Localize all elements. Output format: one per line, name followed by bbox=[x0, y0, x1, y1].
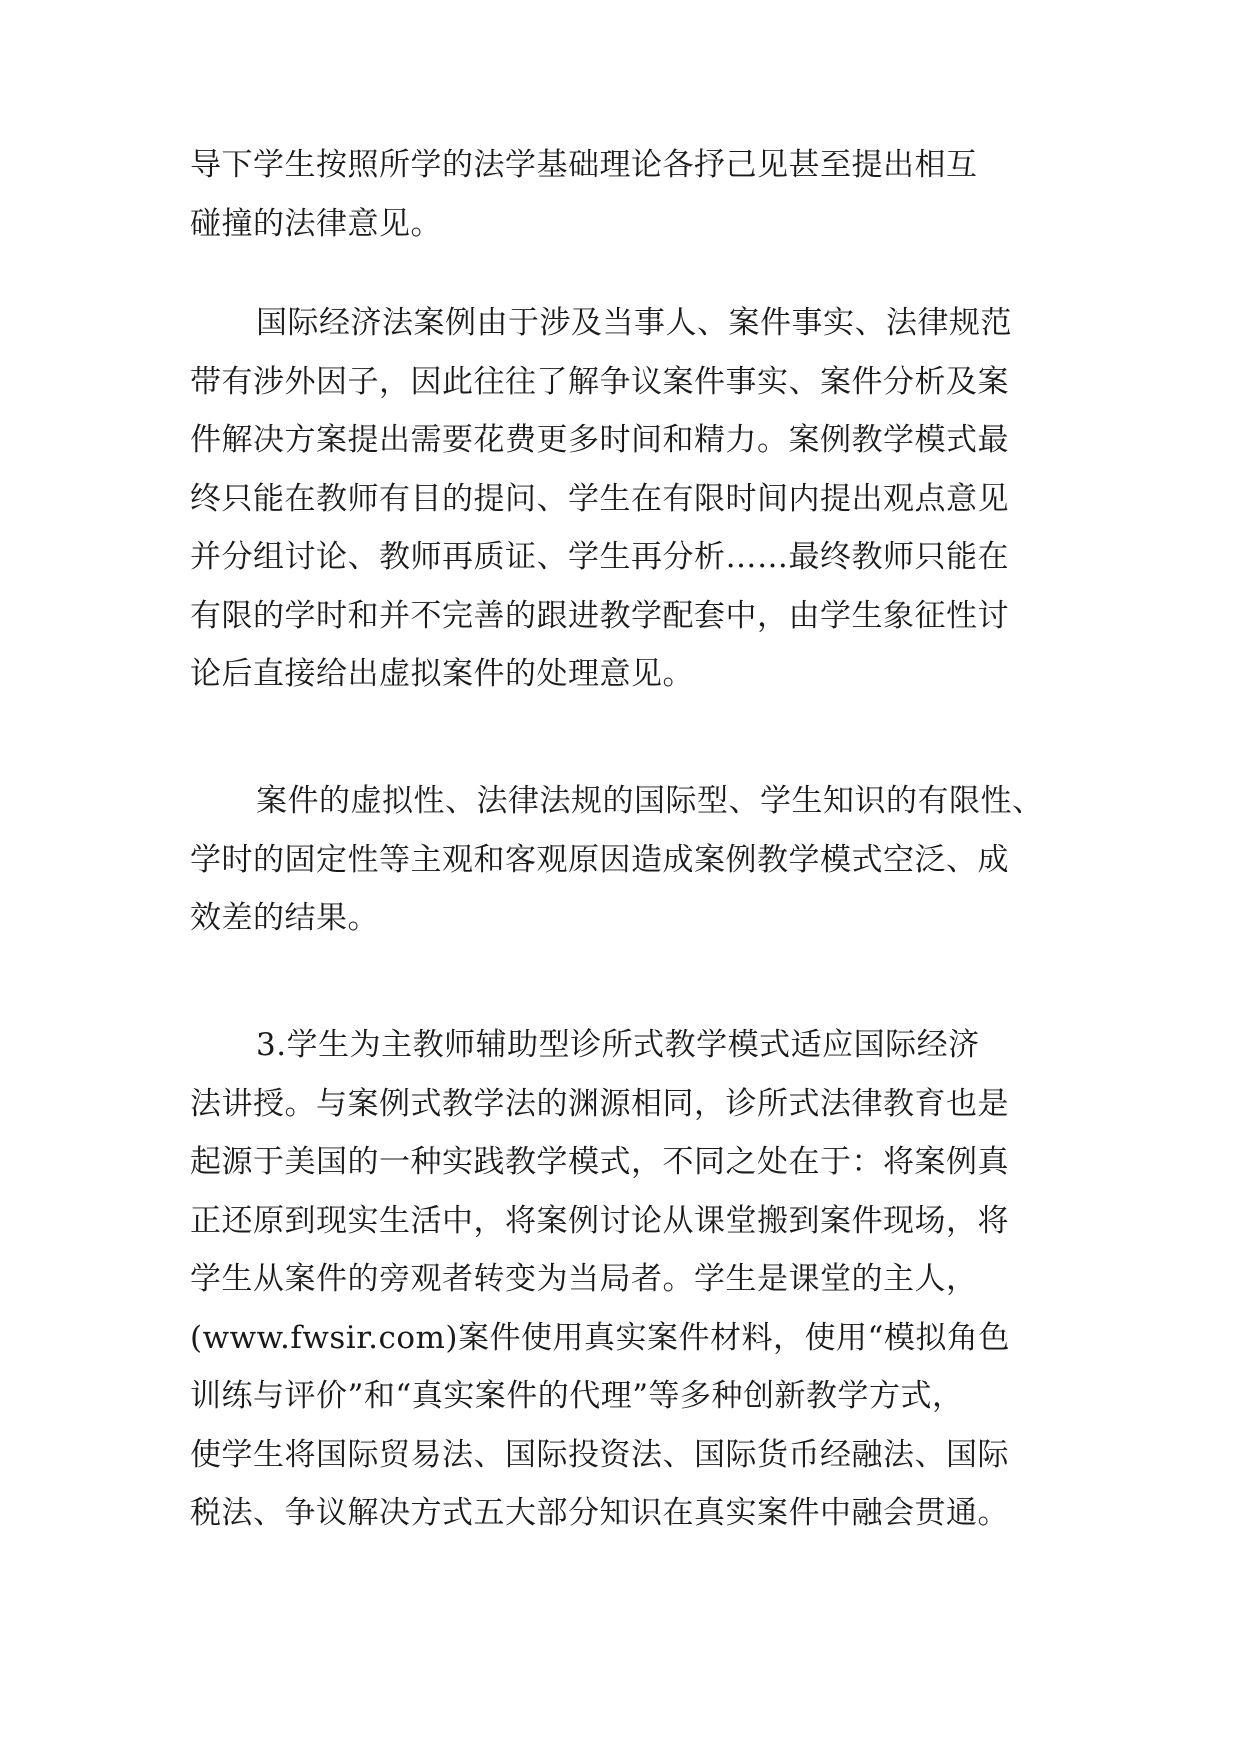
paragraph-line: 学生从案件的旁观者转变为当局者。学生是课堂的主人， bbox=[190, 1261, 978, 1297]
paragraph-line: 并分组讨论、教师再质证、学生再分析……最终教师只能在 bbox=[190, 539, 1009, 575]
paragraph-line: (www.fwsir.com)案件使用真实案件材料，使用“模拟角色 bbox=[190, 1319, 1010, 1356]
paragraph-line: 国际经济法案例由于涉及当事人、案件事实、法律规范 bbox=[256, 305, 1012, 341]
paragraph-line: 起源于美国的一种实践教学模式，不同之处在于：将案例真 bbox=[190, 1144, 1009, 1180]
paragraph-line: 正还原到现实生活中，将案例讨论从课堂搬到案件现场，将 bbox=[190, 1202, 1009, 1239]
paragraph-1 bbox=[190, 136, 1050, 253]
paragraph-line: 训练与评价”和“真实案件的代理”等多种创新教学方式， bbox=[190, 1378, 964, 1414]
paragraph-line: 导下学生按照所学的法学基础理论各抒己见甚至提出相互 bbox=[190, 147, 978, 183]
paragraph-line: 使学生将国际贸易法、国际投资法、国际货币经融法、国际 bbox=[190, 1436, 1009, 1473]
paragraph-line: 学时的固定性等主观和客观原因造成案例教学模式空泛、成 bbox=[190, 841, 1009, 878]
paragraph-line: 效差的结果。 bbox=[190, 900, 379, 936]
paragraph-line: 税法、争议解决方式五大部分知识在真实案件中融会贯通。 bbox=[190, 1495, 1009, 1531]
paragraph-line: 件解决方案提出需要花费更多时间和精力。案例教学模式最 bbox=[190, 422, 1009, 458]
paragraph-line: 案件的虚拟性、法律法规的国际型、学生知识的有限性、 bbox=[256, 783, 1044, 819]
paragraph-line: 带有涉外因子，因此往往了解争议案件事实、案件分析及案 bbox=[190, 363, 1009, 400]
paragraph-line: 终只能在教师有目的提问、学生在有限时间内提出观点意见 bbox=[190, 480, 1009, 517]
paragraph-2 bbox=[190, 294, 1050, 704]
paragraph-line: 3.学生为主教师辅助型诊所式教学模式适应国际经济 bbox=[256, 1027, 980, 1063]
paragraph-line: 法讲授。与案例式教学法的渊源相同，诊所式法律教育也是 bbox=[190, 1085, 1009, 1122]
paragraph-line: 有限的学时和并不完善的跟进教学配套中，由学生象征性讨 bbox=[190, 597, 1009, 634]
paragraph-line: 碰撞的法律意见。 bbox=[190, 205, 442, 242]
paragraph-line: 论后直接给出虚拟案件的处理意见。 bbox=[190, 656, 694, 692]
paragraph-4 bbox=[190, 1016, 1050, 1543]
paragraph-3 bbox=[190, 772, 1050, 948]
